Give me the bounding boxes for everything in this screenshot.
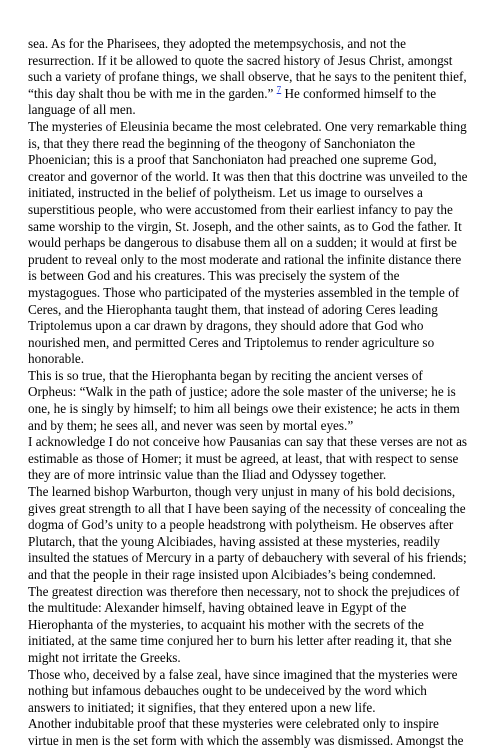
paragraph-8: Another indubitable proof that these mysteries were celebrated only to inspire virtue in men is the set form with which the assembly was dismissed. Amongst the [28,716,464,748]
footnote-7-link[interactable]: 7 [276,84,282,95]
paragraph-1-text-after-note: He conformed himself to the language of all men. [28,85,437,118]
paragraph-4: I acknowledge I do not conceive how Pausanias can say that these verses are not as estimable as those of Homer; it must be agreed, at least, that with respect to sense they are of more intrinsic value than the Iliad and Odyssey together. [28,434,468,483]
paragraph-2: The mysteries of Eleusinia became the most celebrated. One very remarkable thing is, that they there read the beginning of the theogony of Sanchoniaton the Phoenician; this is a proof that Sanchoniaton had preached one supreme God, creator and governor of the world. It was then that this doctrine was unveiled to the initiated, instructed in the belief of polytheism. Let us image to ourselves a superstitious people, who were accustomed from their earliest infancy to pay the same worship to the virgin, St. Joseph, and the other saints, as to God the father. It would perhaps be dangerous to disabuse them all on a sudden; it would at first be prudent to reveal only to the most moderate and rational the infinite distance there is between God and his creatures. This was precisely the system of the mystagogues. Those who participated of the mysteries assembled in the temple of Ceres, and the Hierophanta taught them, that instead of adoring Ceres leading Triptolemus upon a car drawn by dragons, they should adore that God who nourished men, and permitted Ceres and Triptolemus to render agriculture so honorable. [28,118,468,367]
paragraph-7: Those who, deceived by a false zeal, have since imagined that the mysteries were nothing but infamous debauches ought to be undeceived by the word which answers to initiated; it signifies, that they entered upon a new life. [28,666,458,715]
paragraph-3: This is so true, that the Hierophanta began by reciting the ancient verses of Orpheus: “Walk in the path of justice; adore the sole master of the universe; he is one, he is singly by himself; to him all beings owe their existence; he acts in them and by them; he sees all, and never was seen by mortal eyes.” [28,367,460,433]
paragraph-6: The greatest direction was therefore then necessary, not to shock the prejudices of the multitude: Alexander himself, having obtained leave in Egypt of the Hierophanta of the mysteries, to acquaint his mother with the secrets of the initiated, at the same time conjured her to burn his letter after reading it, that she might not irritate the Greeks. [28,583,460,665]
paragraph-1-text-before-note: sea. As for the Pharisees, they adopted the metempsychosis, and not the resurrection. If it be allowed to quote the sacred history of Jesus Christ, amongst such a variety of profane things, we shall observe, that he says to the penitent thief, “this day shalt thou be with me in the garden.” [28,36,467,101]
paragraph-5: The learned bishop Warburton, though very unjust in many of his bold decisions, gives great strength to all that I have been saying of the necessity of concealing the dogma of God’s unity to a people headstrong with polytheism. He observes after Plutarch, that the young Alcibiades, having assisted at these mysteries, readily insulted the statues of Mercury in a party of debauchery with several of his friends; and that the people in their rage insisted upon Alcibiades’s being condemned. [28,484,467,582]
paragraph-1 [28,36,472,119]
